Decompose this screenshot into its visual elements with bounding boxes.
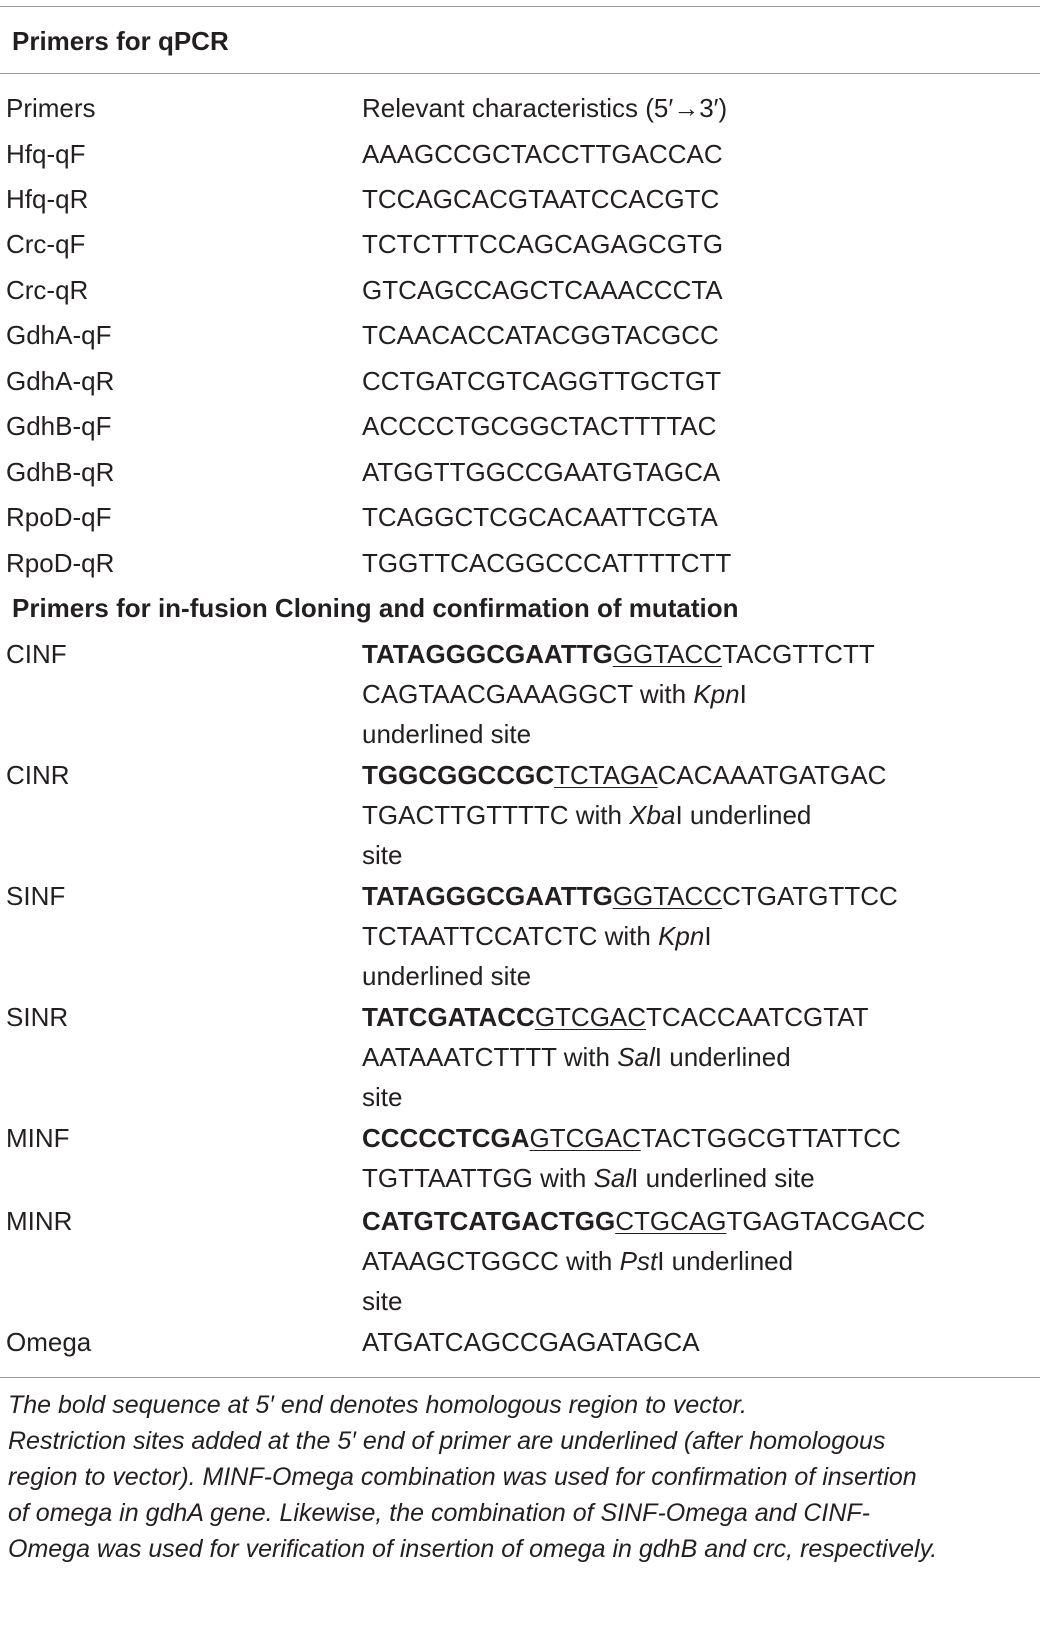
primer-name: GdhB-qF [6, 411, 112, 441]
primer-sequence: TGGTTCACGGCCCATTTTCTT [362, 548, 732, 578]
restriction-site: TCTAGA [554, 760, 658, 790]
enzyme-name: Sal [593, 1163, 632, 1193]
primer-description [362, 997, 1022, 1117]
footnote-line: Restriction sites added at the 5′ end of primer are underlined (after homologous [8, 1427, 886, 1455]
primer-sequence: CCTGATCGTCAGGTTGCTGT [362, 366, 722, 396]
sequence-part: CACAAATGATGAC [657, 760, 887, 790]
primer-name: Hfq-qR [6, 184, 89, 214]
primer-name: RpoD-qF [6, 502, 112, 532]
primer-sequence: ACCCCTGCGGCTACTTTTAC [362, 411, 717, 441]
restriction-site: GGTACC [612, 639, 723, 669]
footnote-line: Omega was used for verification of insertion of omega in gdhB and crc, respectively. [8, 1535, 938, 1563]
homologous-region: TATAGGGCGAATTG [362, 639, 613, 669]
footnote-line: The bold sequence at 5′ end denotes homologous region to vector. [8, 1391, 747, 1419]
restriction-site: GTCGAC [534, 1002, 647, 1032]
restriction-site: GGTACC [612, 881, 723, 911]
sequence-part: CTGATGTTCC [722, 881, 898, 911]
primer-name: MINR [6, 1206, 73, 1236]
primer-description [362, 634, 1022, 754]
primer-name: MINF [6, 1123, 70, 1153]
enzyme-suffix: I [657, 1246, 665, 1276]
primer-name: RpoD-qR [6, 548, 115, 578]
enzyme-suffix: I [631, 1163, 639, 1193]
primer-name: GdhB-qR [6, 457, 115, 487]
description-tail: underlined [682, 800, 812, 830]
enzyme-name: Pst [619, 1246, 658, 1276]
header-primers: Primers [6, 93, 96, 123]
enzyme-name: Xba [629, 800, 676, 830]
primer-sequence: TCAGGCTCGCACAATTCGTA [362, 502, 718, 532]
sequence-part: AATAAATCTTTT with [362, 1042, 618, 1072]
description-tail: underlined site [638, 1163, 815, 1193]
primer-name: SINR [6, 1002, 69, 1032]
enzyme-name: Kpn [658, 921, 705, 951]
description-tail: underlined site [362, 719, 532, 749]
footnote-line: of omega in gdhA gene. Likewise, the combination of SINF-Omega and CINF- [8, 1499, 871, 1527]
sequence-part: ATAAGCTGGCC with [362, 1246, 620, 1276]
primer-sequence: AAAGCCGCTACCTTGACCAC [362, 139, 723, 169]
header-characteristics: Relevant characteristics (5′→3′) [362, 93, 728, 123]
sequence-part: TCACCAATCGTAT [646, 1002, 869, 1032]
enzyme-name: Kpn [693, 679, 740, 709]
restriction-site: CTGCAG [615, 1206, 727, 1236]
cloning-section-title: Primers for in-fusion Cloning and confirmation of mutation [12, 593, 739, 623]
restriction-site: GTCGAC [529, 1123, 641, 1153]
description-tail: site [362, 1286, 403, 1316]
table-footnote [8, 1387, 1036, 1567]
enzyme-suffix: I [704, 921, 712, 951]
primer-sequence: TCCAGCACGTAATCCACGTC [362, 184, 720, 214]
primer-name: Hfq-qF [6, 139, 86, 169]
description-tail: site [362, 840, 403, 870]
sequence-part: TACGTTCTT [722, 639, 875, 669]
primer-description [362, 876, 1022, 996]
bottom-rule [0, 1377, 1040, 1378]
homologous-region: CCCCCTCGA [362, 1123, 530, 1153]
enzyme-suffix: I [654, 1042, 663, 1072]
homologous-region: TATAGGGCGAATTG [362, 881, 613, 911]
primer-name: SINF [6, 881, 66, 911]
primer-name: GdhA-qR [6, 366, 115, 396]
sequence-part: TGACTTGTTTTC with [362, 800, 630, 830]
primer-name: Crc-qR [6, 275, 89, 305]
top-rule [0, 6, 1040, 7]
primer-name: CINF [6, 639, 67, 669]
description-tail: site [362, 1082, 403, 1112]
homologous-region: CATGTCATGACTGG [362, 1206, 616, 1236]
sequence-part: CAGTAACGAAAGGCT with [362, 679, 694, 709]
footnote-line: region to vector). MINF-Omega combination was used for confirmation of insertion [8, 1463, 917, 1491]
header-rule [0, 73, 1040, 74]
primer-sequence: TCTCTTTCCAGCAGAGCGTG [362, 229, 724, 259]
primer-sequence: TCAACACCATACGGTACGCC [362, 320, 719, 350]
primer-sequence: GTCAGCCAGCTCAAACCCTA [362, 275, 723, 305]
sequence-part: TACTGGCGTTATTCC [640, 1123, 901, 1153]
description-tail: underlined [664, 1246, 794, 1276]
primer-name: Omega [6, 1327, 92, 1357]
primer-sequence: ATGGTTGGCCGAATGTAGCA [362, 457, 721, 487]
primer-description [362, 1201, 1022, 1321]
homologous-region: TGGCGGCCGC [362, 760, 555, 790]
primer-name: Crc-qF [6, 229, 86, 259]
enzyme-suffix: I [675, 800, 683, 830]
primer-name: CINR [6, 760, 70, 790]
homologous-region: TATCGATACC [362, 1002, 535, 1032]
qpcr-section-title: Primers for qPCR [12, 26, 229, 56]
sequence-part: TGAGTACGACC [726, 1206, 926, 1236]
sequence-part: TGTTAATTGG with [362, 1163, 594, 1193]
primer-sequence: ATGATCAGCCGAGATAGCA [362, 1327, 700, 1357]
primer-description [362, 1118, 1022, 1198]
enzyme-suffix: I [739, 679, 747, 709]
sequence-part: TCTAATTCCATCTC with [362, 921, 659, 951]
enzyme-name: Sal [617, 1042, 655, 1072]
primer-description [362, 755, 1022, 875]
description-tail: underlined [662, 1042, 791, 1072]
primer-name: GdhA-qF [6, 320, 112, 350]
description-tail: underlined site [362, 961, 532, 991]
